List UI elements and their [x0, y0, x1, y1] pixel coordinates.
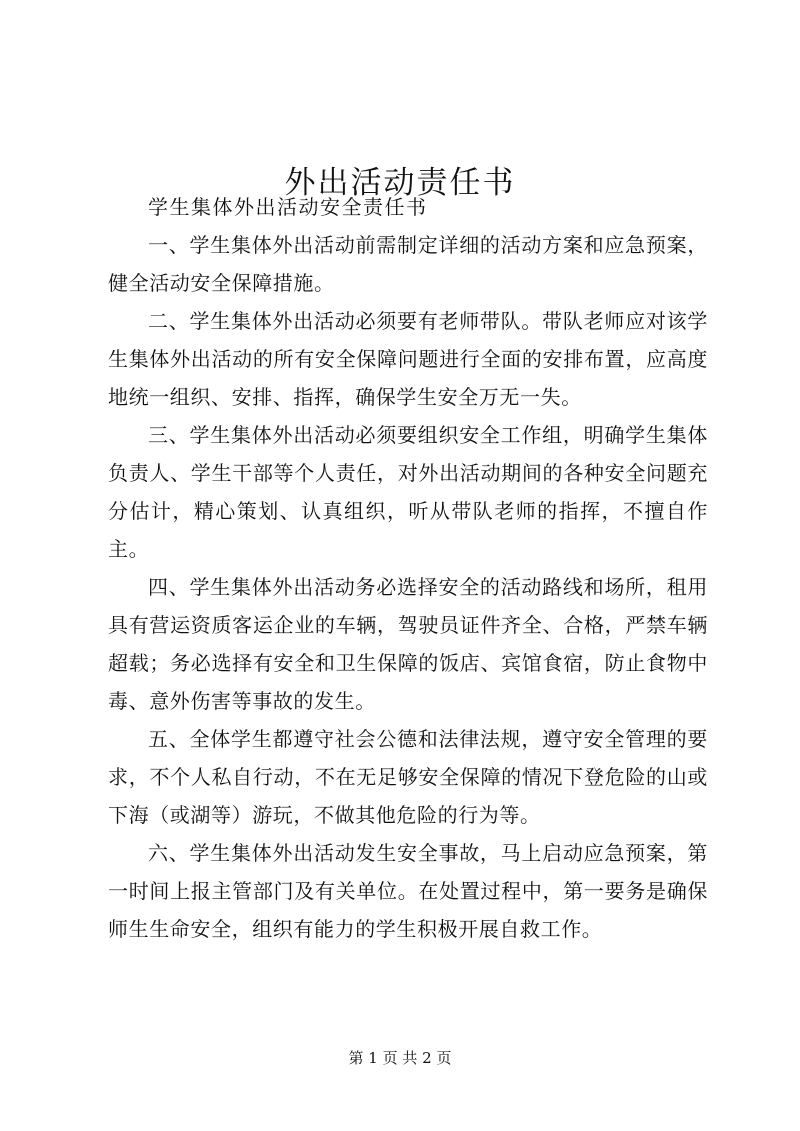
paragraph-item-2: 二、学生集体外出活动必须要有老师带队。带队老师应对该学生集体外出活动的所有安全保障问题进行全面的安排布置，应高度地统一组织、安排、指挥，确保学生安全万无一失。 [108, 309, 708, 409]
paragraph-subtitle: 学生集体外出活动安全责任书 [148, 195, 428, 219]
paragraph-item-5: 五、全体学生都遵守社会公德和法律法规，遵守安全管理的要求，不个人私自行动，不在无足够安全保障的情况下登危险的山或下海（或湖等）游玩，不做其他危险的行为等。 [108, 727, 708, 827]
paragraph-item-1: 一、学生集体外出活动前需制定详细的活动方案和应急预案，健全活动安全保障措施。 [108, 233, 708, 295]
document-body [108, 188, 708, 948]
paragraph-item-4: 四、学生集体外出活动务必选择安全的活动路线和场所，租用具有营运资质客运企业的车辆，驾驶员证件齐全、合格，严禁车辆超载；务必选择有安全和卫生保障的饭店、宾馆食宿，防止食物中毒、意外伤害等事故的发生。 [108, 575, 708, 713]
page-number-footer: 第 1 页 共 2 页 [348, 1049, 452, 1067]
paragraph-item-6: 六、学生集体外出活动发生安全事故，马上启动应急预案，第一时间上报主管部门及有关单位。在处置过程中，第一要务是确保师生生命安全，组织有能力的学生积极开展自救工作。 [108, 841, 708, 941]
paragraph-item-3: 三、学生集体外出活动必须要组织安全工作组，明确学生集体负责人、学生干部等个人责任，对外出活动期间的各种安全问题充分估计，精心策划、认真组织，听从带队老师的指挥，不擅自作主。 [108, 423, 708, 561]
document-title: 外出活动责任书 [284, 164, 516, 201]
